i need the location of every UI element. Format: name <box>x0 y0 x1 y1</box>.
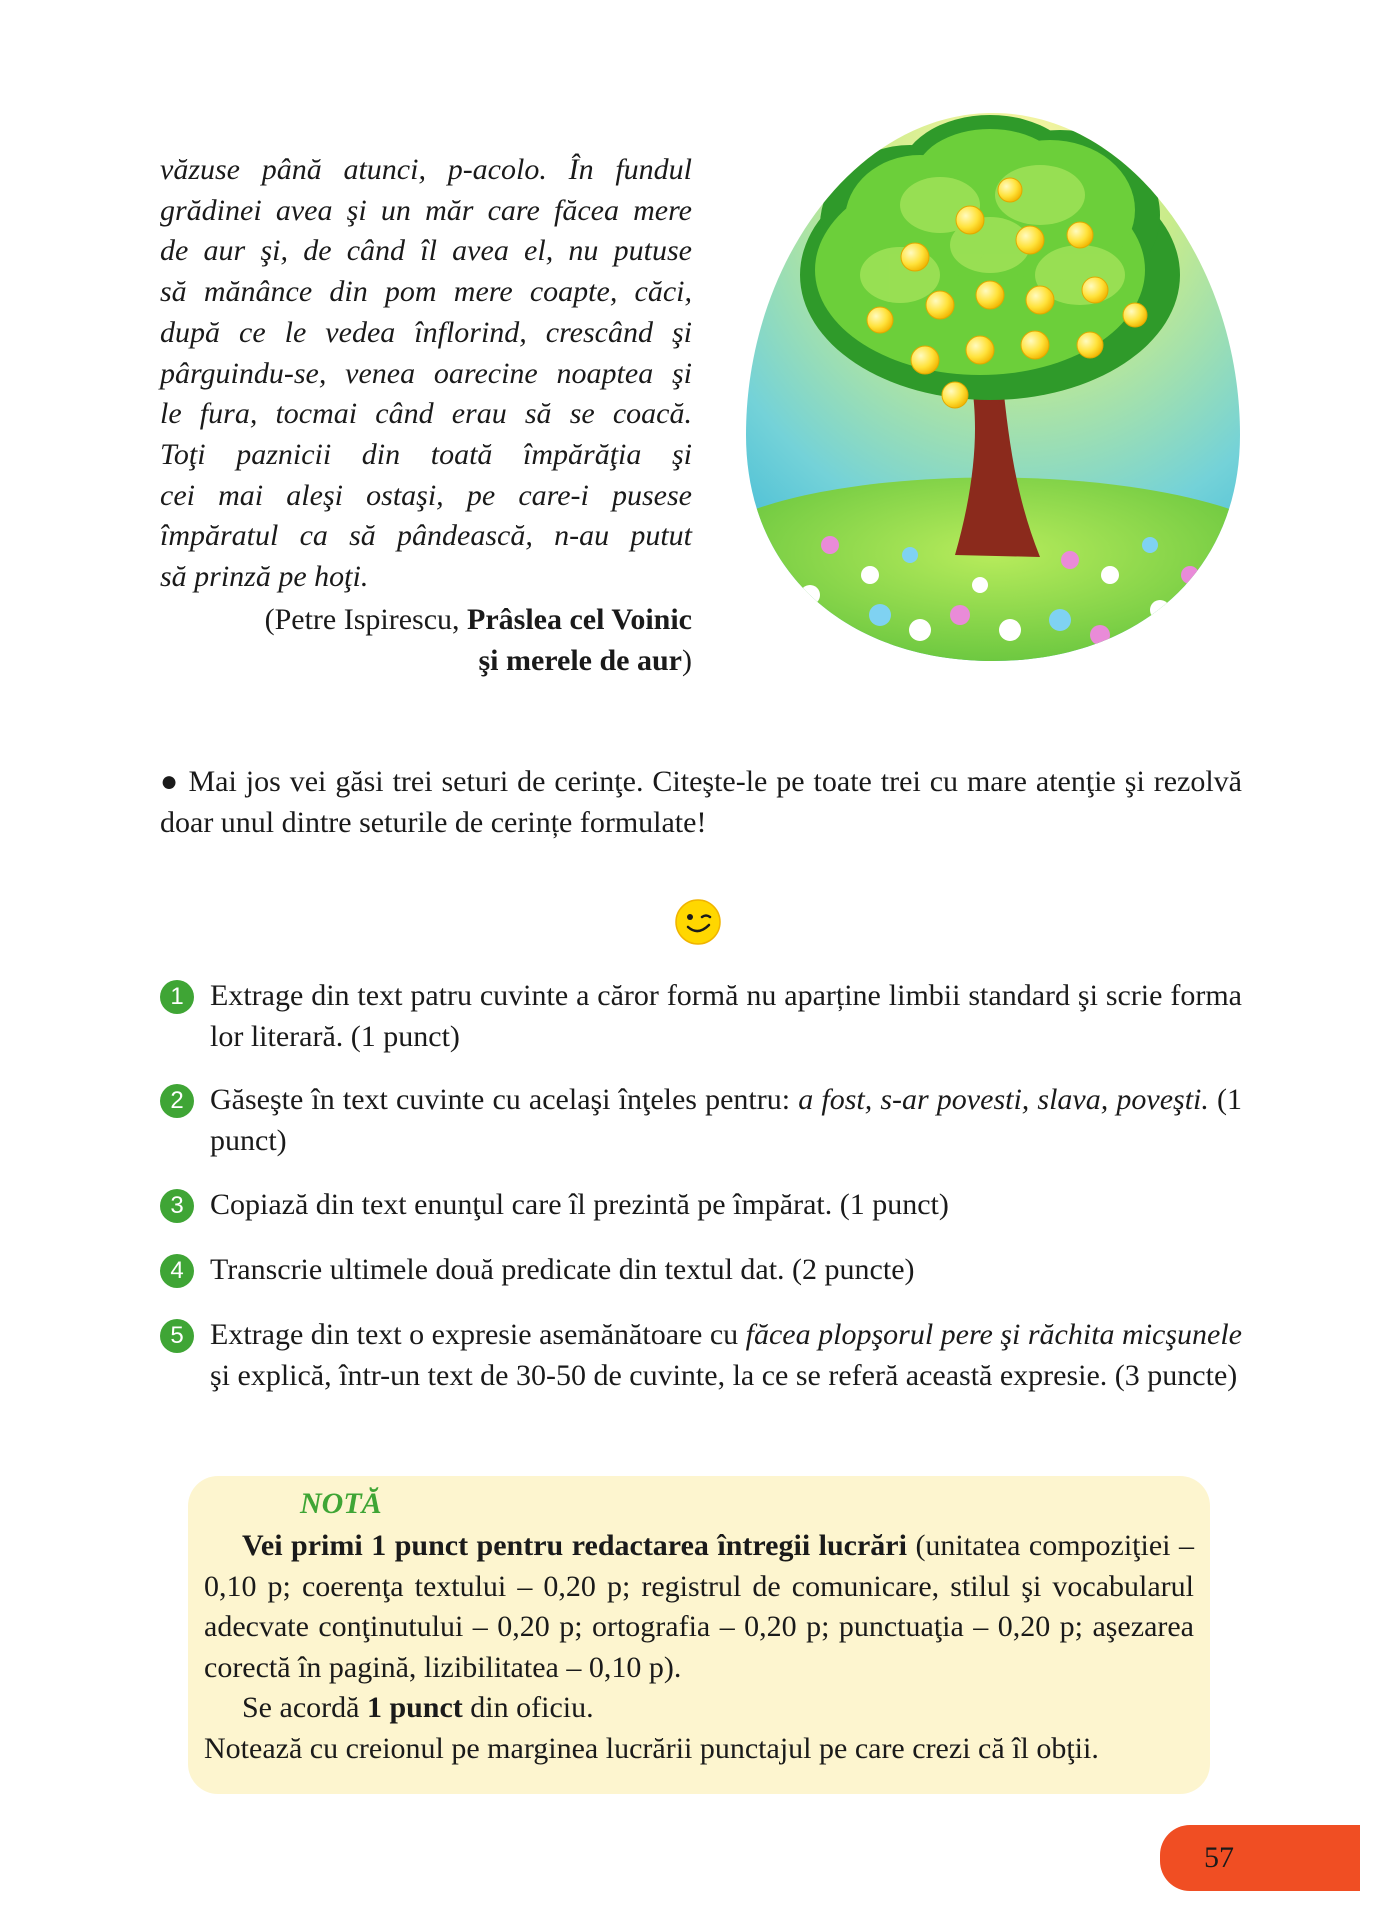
story-line: de aur şi, de când îl avea el, nu putuse <box>160 234 692 268</box>
task-number-badge: 2 <box>160 1084 194 1118</box>
task-number-badge: 1 <box>160 980 194 1014</box>
task-item-1 <box>160 976 1242 1057</box>
story-line: să prinză pe hoţi. <box>160 560 369 594</box>
story-source <box>160 600 692 681</box>
winking-smiley-icon <box>674 898 722 946</box>
task-text-tail: (1 punct) <box>210 1083 1243 1157</box>
note-detail: (unitatea compoziţiei – 0,10 p; coerenţa textului – 0,20 p; registrul de comunicare, stilul şi vocabularul adecvate conţinutului – 0,20 p; ortografia – 0,20 p; punctuaţia – 0,20 p; aşezarea corectă în pagină, lizibilitatea – 0,10 p). <box>204 1529 1194 1684</box>
source-author: (Petre Ispirescu, <box>264 603 460 636</box>
source-title-line1: Prâslea cel Voinic <box>467 603 692 636</box>
story-line: Toţi paznicii din toată împărăţia şi <box>160 437 692 471</box>
page-number-tab <box>1160 1825 1360 1891</box>
page-number: 57 <box>1204 1841 1234 1874</box>
note-line2-bold: 1 punct <box>366 1691 463 1724</box>
task-item-5 <box>160 1315 1242 1396</box>
task-item-4 <box>160 1250 1242 1291</box>
task-text <box>210 1315 1242 1396</box>
story-line: grădinei avea şi un măr care făcea mere <box>160 193 692 227</box>
source-title-line2: şi merele de aur <box>478 643 682 677</box>
source-close: ) <box>682 643 692 677</box>
task-text-lead: Extrage din text o expresie asemănătoare cu <box>210 1318 746 1351</box>
task-number-badge: 5 <box>160 1319 194 1353</box>
task-number-badge: 3 <box>160 1189 194 1223</box>
task-text-italic: a fost, s-ar povesti, slava, poveşti. <box>798 1083 1209 1116</box>
note-line2-lead: Se acordă <box>242 1691 367 1724</box>
note-line2-tail: din oficiu. <box>462 1691 594 1724</box>
note-title: NOTĂ <box>300 1487 382 1520</box>
tree-illustration-svg <box>740 105 1246 667</box>
note-paragraph <box>204 1688 1194 1729</box>
task-text <box>210 1080 1242 1161</box>
story-line: după ce le vedea înflorind, crescând şi <box>160 315 692 349</box>
task-text: Transcrie ultimele două predicate din textul dat. (2 puncte) <box>210 1253 915 1286</box>
story-excerpt <box>160 150 692 598</box>
note-paragraph: Notează cu creionul pe marginea lucrării punctajul pe care crezi că îl obţii. <box>204 1731 1099 1765</box>
note-paragraph <box>204 1526 1194 1688</box>
story-line: pârguindu-se, venea oarecine noaptea şi <box>160 356 692 390</box>
task-text-lead: Găseşte în text cuvinte cu acelaşi înţeles pentru: <box>210 1083 799 1116</box>
task-item-3 <box>160 1185 1242 1226</box>
task-text: Copiază din text enunţul care îl prezintă pe împărat. (1 punct) <box>210 1188 949 1221</box>
story-line: le fura, tocmai când erau să se coacă. <box>160 397 692 431</box>
task-number-badge: 4 <box>160 1254 194 1288</box>
instructions-intro: ● Mai jos vei găsi trei seturi de cerinţe. Citeşte-le pe toate trei cu mare atenţie şi rezolvă doar unul dintre seturile de cerințe formulate! <box>160 765 1242 839</box>
story-line: văzuse până atunci, p-acolo. În fundul <box>160 153 692 186</box>
task-text: Extrage din text patru cuvinte a căror formă nu aparține limbii standard şi scrie forma lor literară. (1 punct) <box>210 979 1242 1053</box>
task-text-tail: şi explică, într-un text de 30-50 de cuvinte, la ce se referă această expresie. (3 puncte) <box>210 1358 1238 1392</box>
task-text-italic: făcea plopşorul pere şi răchita micşunele <box>745 1318 1242 1351</box>
story-line: cei mai aleşi ostaşi, pe care-i pusese <box>160 478 692 512</box>
grading-note-box <box>188 1476 1210 1794</box>
golden-apple-tree-illustration <box>740 105 1246 667</box>
note-bold-lead: Vei primi 1 punct pentru redactarea întregii lucrări <box>242 1529 907 1562</box>
task-item-2 <box>160 1080 1242 1161</box>
story-line: împăratul ca să pândească, n-au putut <box>160 519 692 553</box>
note-body <box>204 1526 1194 1769</box>
story-line: să mănânce din pom mere coapte, căci, <box>160 275 692 309</box>
